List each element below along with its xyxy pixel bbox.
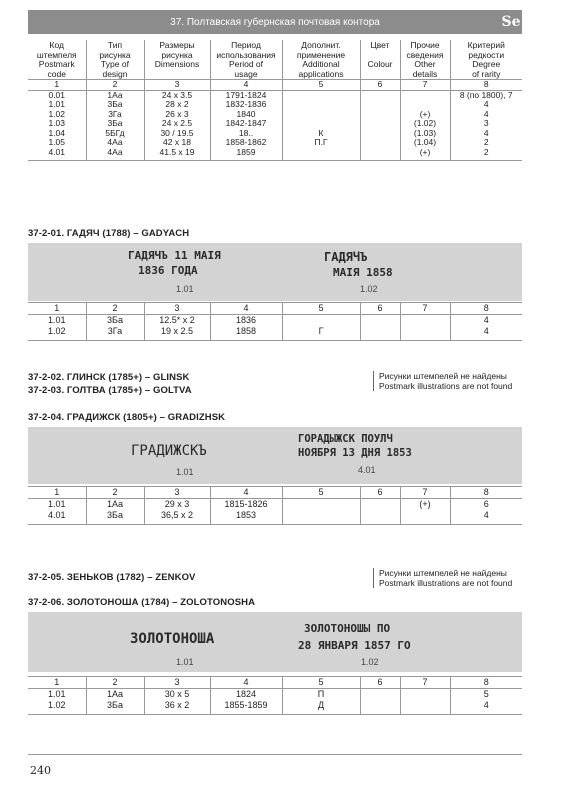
section-title-glinsk: 37-2-02. ГЛИНСК (1785+) – GLINSK bbox=[28, 372, 190, 383]
postmark-text: ГАДЯЧЪ 11 МАIЯ bbox=[128, 249, 221, 262]
section-title-gradizhsk: 37-2-04. ГРАДИЖСК (1805+) – GRADIZHSK bbox=[28, 412, 226, 423]
summary-table bbox=[28, 40, 522, 161]
postmark-text: ГРАДИЖСКЪ bbox=[131, 443, 207, 459]
postmark-code: 1.01 bbox=[176, 284, 194, 294]
postmark-text: НОЯБРЯ 13 ДНЯ 1853 bbox=[298, 447, 412, 459]
table-row: 0.01 1Аа 24 x 3.5 1791-1824 8 (по 1800), 7 bbox=[28, 90, 522, 100]
postmark-illustrations-gadyach bbox=[28, 243, 522, 301]
table-row: 1.02 3Ба 36 x 2 1855-1859 Д 4 bbox=[28, 700, 522, 711]
postmark-text: 28 ЯНВАРЯ 1857 ГО bbox=[298, 639, 411, 652]
postmark-code: 1.02 bbox=[361, 657, 379, 667]
postmark-code: 1.01 bbox=[176, 467, 194, 477]
postmark-illustrations-gradizhsk bbox=[28, 427, 522, 484]
postmark-text: ЗОЛОТОНОША bbox=[130, 631, 215, 647]
page-number: 240 bbox=[30, 764, 51, 777]
summary-header-row bbox=[28, 40, 522, 80]
table-row: 1.03 3Ба 24 x 2.5 1842-1847 (1.02) 3 bbox=[28, 119, 522, 129]
table-row: 1.02 3Га 26 x 3 1840 (+) 4 bbox=[28, 110, 522, 120]
data-table-zolotonosha bbox=[28, 676, 522, 715]
section-title-zolotonosha: 37-2-06. ЗОЛОТОНОША (1784) – ZOLOTONOSHA bbox=[28, 597, 256, 608]
col-header-additional: Дополнит. применение Additional applications bbox=[282, 40, 360, 80]
postmark-text: 1836 ГОДА bbox=[138, 264, 198, 277]
postmark-illustrations-zolotonosha bbox=[28, 612, 522, 672]
table-row: 1.01 3Ба 28 x 2 1832-1836 4 bbox=[28, 100, 522, 110]
footer-divider bbox=[28, 754, 522, 755]
postmark-code: 4.01 bbox=[358, 465, 376, 475]
column-number-row: 1 2 3 4 5 6 7 8 bbox=[28, 303, 522, 315]
publisher-logo: Se bbox=[501, 14, 521, 30]
table-row: 4.01 3Ба 36,5 x 2 1853 4 bbox=[28, 510, 522, 521]
column-number-row: 1 2 3 4 5 6 7 8 bbox=[28, 80, 522, 91]
table-end-row bbox=[28, 711, 522, 715]
col-header-other: Прочие сведения Other details bbox=[400, 40, 450, 80]
column-number-row: 1 2 3 4 5 6 7 8 bbox=[28, 677, 522, 689]
table-end-row bbox=[28, 157, 522, 161]
postmark-text: ЗОЛОТОНОШЫ ПО bbox=[304, 622, 391, 635]
data-table-gradizhsk bbox=[28, 486, 522, 525]
table-row: 1.01 1Аа 29 x 3 1815-1826 (+) 6 bbox=[28, 499, 522, 511]
col-header-dimensions: Размеры рисунка Dimensions bbox=[144, 40, 210, 80]
note-ru: Рисунки штемпелей не найдены bbox=[379, 568, 507, 578]
col-header-rarity: Критерий редкости Degree of rarity bbox=[450, 40, 522, 80]
postmark-text: МАIЯ 1858 bbox=[333, 266, 393, 279]
table-row: 1.01 3Ба 12.5* x 2 1836 4 bbox=[28, 315, 522, 327]
data-table-gadyach bbox=[28, 302, 522, 341]
col-header-colour: Цвет Colour bbox=[360, 40, 400, 80]
chapter-header bbox=[28, 10, 522, 34]
note-en: Postmark illustrations are not found bbox=[379, 578, 513, 588]
postmark-text: ГАДЯЧЪ bbox=[324, 250, 368, 264]
column-number-row: 1 2 3 4 5 6 7 8 bbox=[28, 487, 522, 499]
table-row: 1.04 5БГд 30 / 19.5 18.. К (1.03) 4 bbox=[28, 129, 522, 139]
col-header-type: Тип рисунка Type of design bbox=[86, 40, 144, 80]
no-illustrations-note bbox=[373, 371, 529, 391]
table-row: 1.01 1Аа 30 x 5 1824 П 5 bbox=[28, 689, 522, 701]
postmark-text: ГОРАДЫЖСК ПОУЛЧ bbox=[298, 433, 393, 445]
table-row: 4.01 4Аа 41.5 x 19 1859 (+) 2 bbox=[28, 148, 522, 158]
postmark-code: 1.01 bbox=[176, 657, 194, 667]
table-end-row bbox=[28, 521, 522, 525]
section-title-gadyach: 37-2-01. ГАДЯЧ (1788) – GADYACH bbox=[28, 228, 190, 239]
note-ru: Рисунки штемпелей не найдены bbox=[379, 371, 507, 381]
table-row: 1.02 3Га 19 x 2.5 1858 Г 4 bbox=[28, 326, 522, 337]
section-title-goltva: 37-2-03. ГОЛТВА (1785+) – GOLTVA bbox=[28, 385, 192, 396]
chapter-title: 37. Полтавская губернская почтовая контора bbox=[170, 16, 380, 28]
col-header-code: Код штемпеля Postmark code bbox=[36, 40, 77, 79]
table-row: 1.05 4Аа 42 x 18 1858-1862 П.Г (1.04) 2 bbox=[28, 138, 522, 148]
section-title-zenkov: 37-2-05. ЗЕНЬКОВ (1782) – ZENKOV bbox=[28, 572, 196, 583]
postmark-code: 1.02 bbox=[360, 284, 378, 294]
note-en: Postmark illustrations are not found bbox=[379, 381, 513, 391]
no-illustrations-note bbox=[373, 568, 529, 588]
table-end-row bbox=[28, 337, 522, 341]
col-header-period: Период использования Period of usage bbox=[210, 40, 282, 80]
